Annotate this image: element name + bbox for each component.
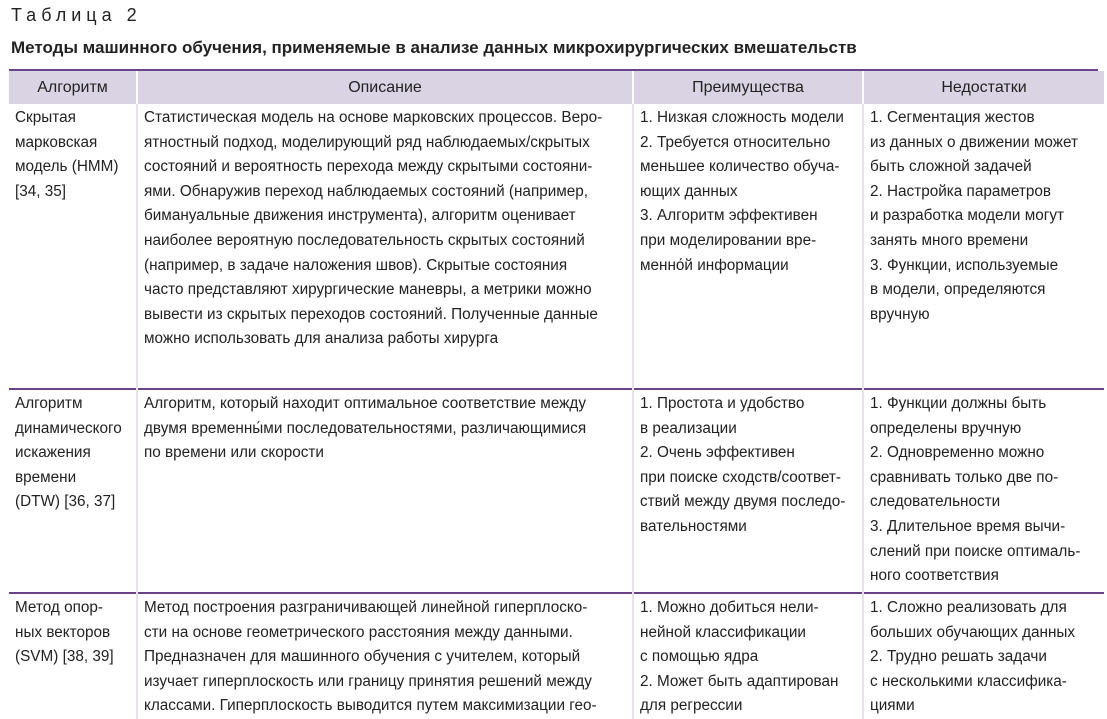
table-title: Методы машинного обучения, применяемые в анализе данных микрохирургических вмешательств (11, 38, 857, 57)
table-row (9, 593, 1104, 719)
cell-disadvantages: 1. Функции должны быть определены вручную 2. Одновременно можно сравнивать только две по- следовательности 3. Длительное время вычи- слений при поиске оптималь- ного соответствия (863, 389, 1104, 593)
cell-description: Алгоритм, который находит оптимальное соответствие между двумя временны́ми последовательностями, различающимися по времени или скорости (137, 389, 633, 593)
table-body (9, 104, 1104, 719)
ml-methods-table (9, 71, 1104, 719)
cell-disadvantages: 1. Сегментация жестов из данных о движении может быть сложной задачей 2. Настройка параметров и разработка модели могут занять много времени 3. Функции, используемые в модели, определяются вручную (863, 104, 1104, 389)
table-header (9, 71, 1104, 104)
header-description: Описание (137, 71, 633, 104)
cell-algorithm: Метод опор- ных векторов (SVM) [38, 39] (15, 599, 114, 666)
table-row (9, 104, 1104, 389)
table-label: Таблица 2 (11, 5, 142, 25)
cell-description: Статистическая модель на основе марковских процессов. Веро- ятностный подход, моделирующий ряд наблюдаемых/скрытых состояний и вероятность перехода между скрытыми состояни- ями. Обнаружив переход наблюдаемых состояний (например, бимануальные движения инструмента), алгоритм оценивает наиболее вероятную последовательность скрытых состояний (например, в задаче наложения швов). Скрытые состояния часто представляют хирургические маневры, а метрики можно вывести из скрытых переходов состояний. Полученные данные можно использовать для анализа работы хирурга (137, 104, 633, 389)
table-row (9, 389, 1104, 593)
cell-disadvantages: 1. Сложно реализовать для больших обучающих данных 2. Трудно решать задачи с несколькими классифика- циями (863, 593, 1104, 719)
cell-description: Метод построения разграничивающей линейной гиперплоско- сти на основе геометрического расстояния между данными. Предназначен для машинного обучения с учителем, который изучает гиперплоскость или границу принятия решений между классами. Гиперплоскость выводится путем максимизации гео- (137, 593, 633, 719)
cell-advantages: 1. Низкая сложность модели 2. Требуется относительно меньшее количество обуча- ющих данных 3. Алгоритм эффективен при моделировании вре- менно́й информации (633, 104, 863, 389)
cell-algorithm: Алгоритм динамического искажения времени (DTW) [36, 37] (15, 395, 122, 511)
cell-advantages: 1. Простота и удобство в реализации 2. Очень эффективен при поиске сходств/соответ- ствий между двумя последо- вательностями (633, 389, 863, 593)
cell-algorithm: Скрытая марковская модель (HMM) [34, 35] (15, 109, 119, 200)
header-advantages: Преимущества (633, 71, 863, 104)
header-algorithm: Алгоритм (37, 78, 108, 96)
header-row (9, 71, 1104, 104)
header-disadvantages: Недостатки (863, 71, 1104, 104)
cell-advantages: 1. Можно добиться нели- нейной классификации с помощью ядра 2. Может быть адаптирован для регрессии (633, 593, 863, 719)
